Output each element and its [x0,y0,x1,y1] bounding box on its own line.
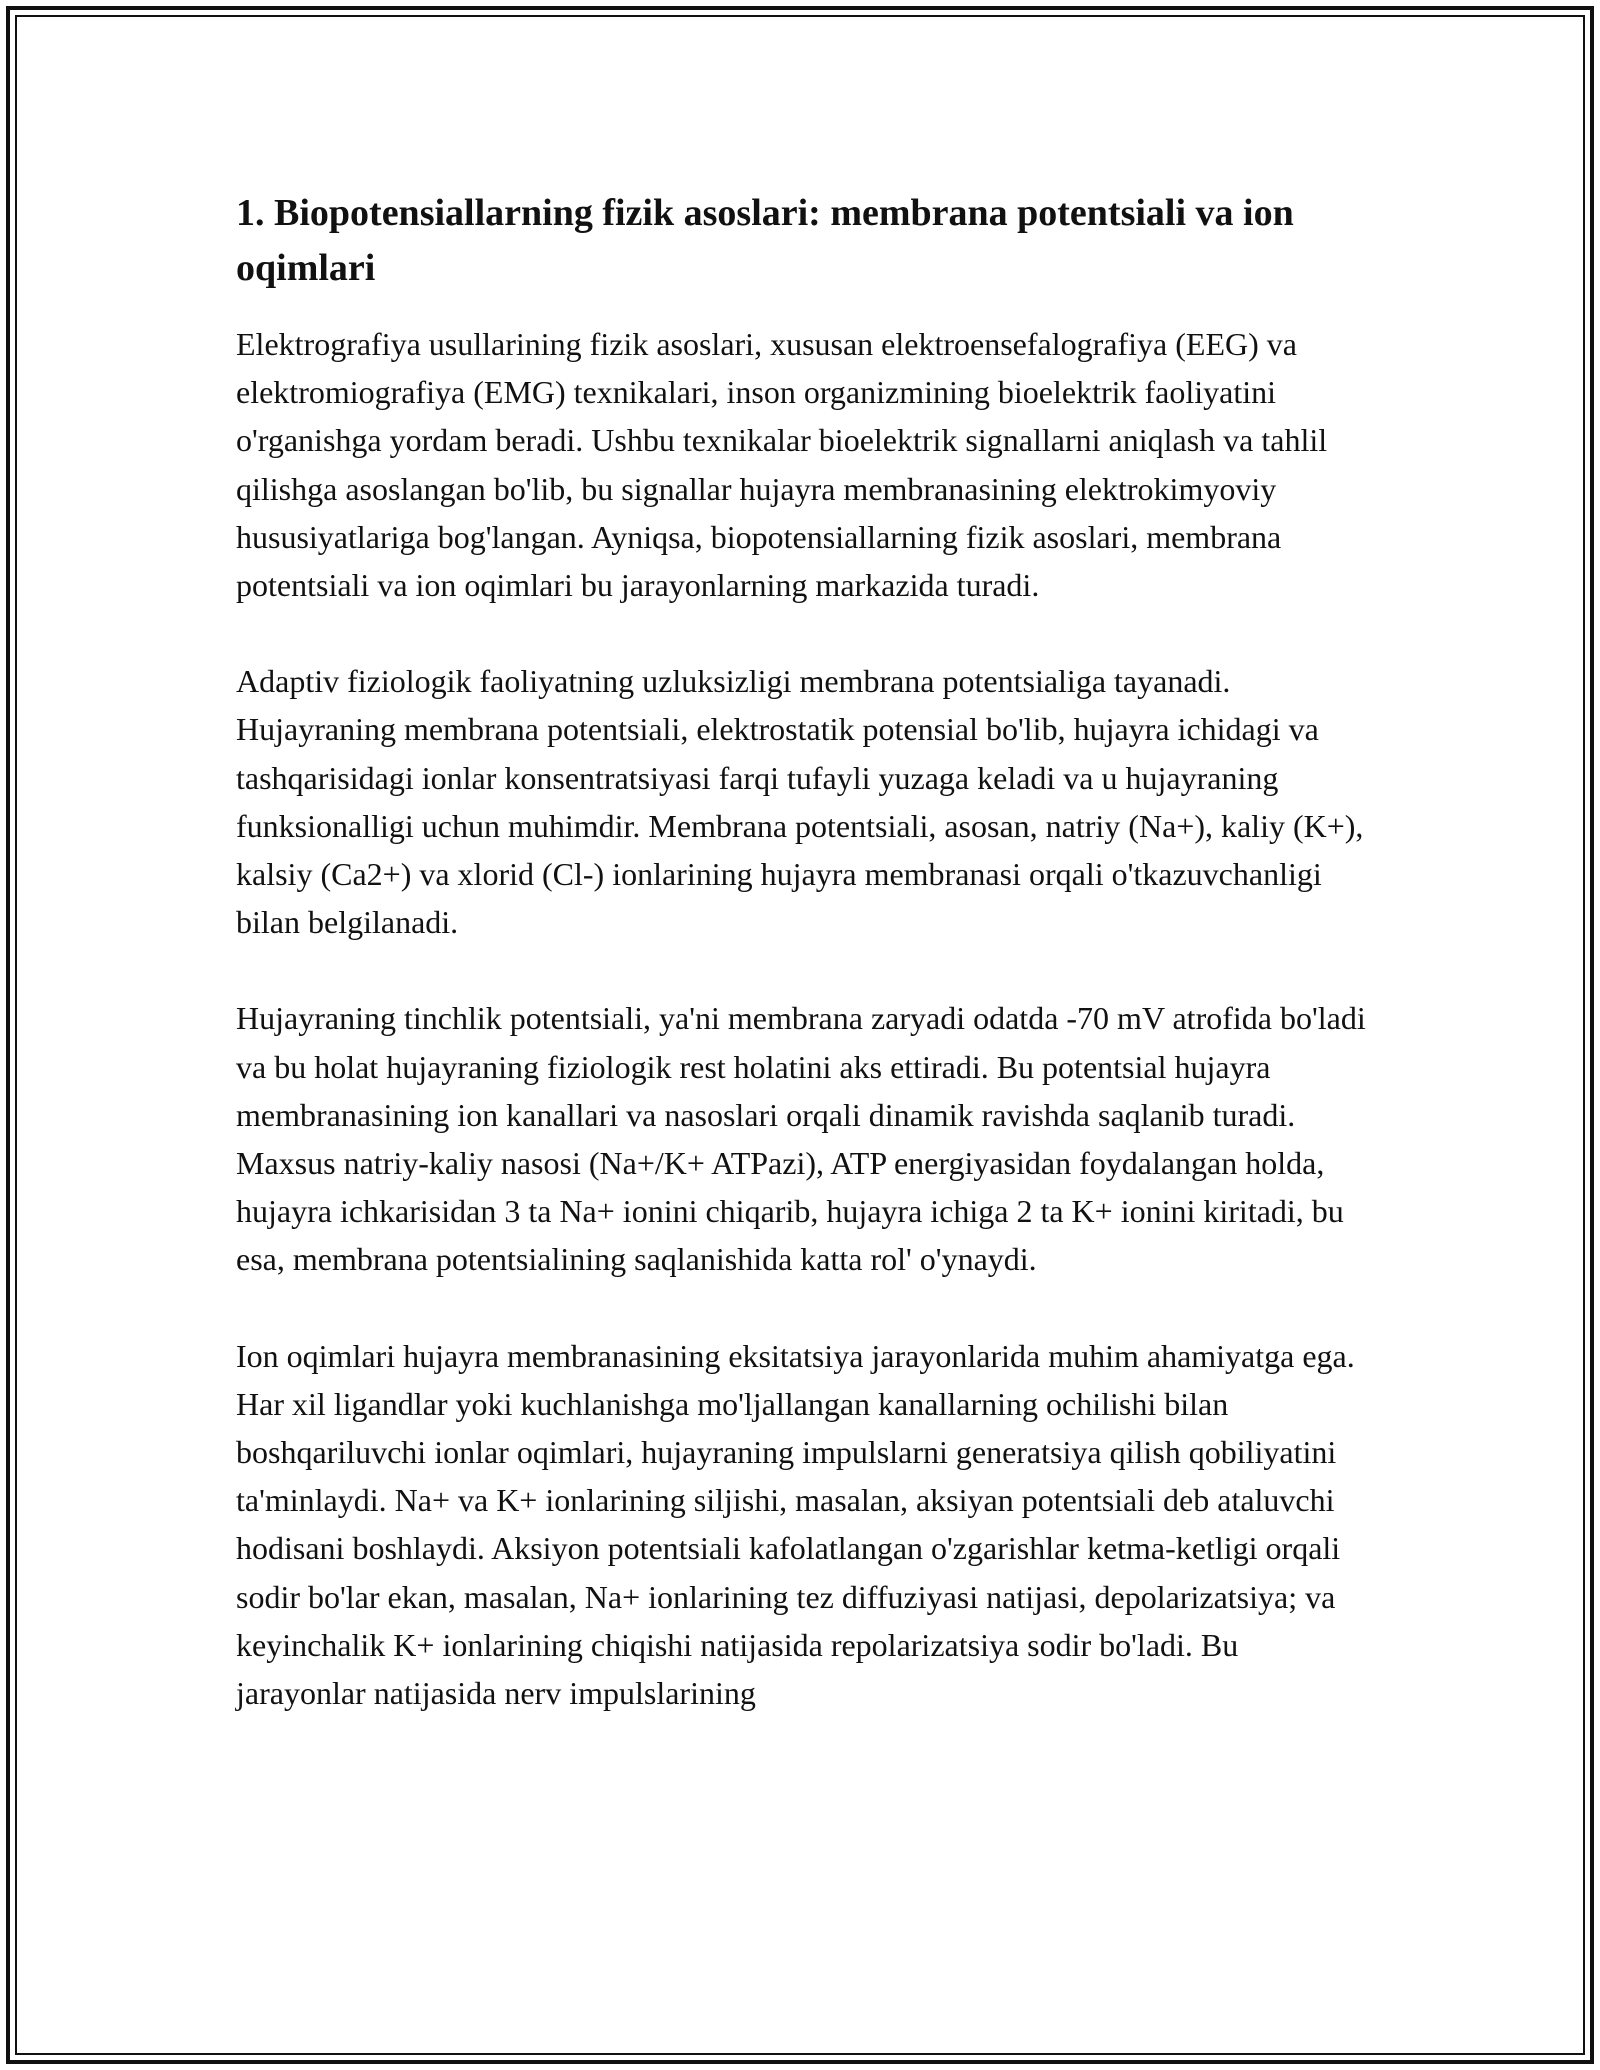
paragraph-1: Elektrografiya usullarining fizik asoslari, xususan elektroensefalografiya (EEG) va elektromiografiya (EMG) texnikalari, inson organizmining bioelektrik faoliyatini o'rganishga yordam beradi. Ushbu texnikalar bioelektrik signallarni aniqlash va tahlil qilishga asoslangan bo'lib, bu signallar hujayra membranasining elektrokimyoviy hususiyatlariga bog'langan. Ayniqsa, biopotensiallarning fizik asoslari, membrana potentsiali va ion oqimlari bu jarayonlarning markazida turadi. [236,326,1328,604]
paragraph-4: Ion oqimlari hujayra membranasining eksitatsiya jarayonlarida muhim ahamiyatga ega. Har xil ligandlar yoki kuchlanishga mo'ljallangan kanallarning ochilishi bilan boshqariluvchi ionlar oqimlari, hujayraning impulslarni generatsiya qilish qobiliyatini ta'minlaydi. Na+ va K+ ionlarining siljishi, masalan, aksiyan potentsiali deb ataluvchi hodisani boshlaydi. Aksiyon potentsiali kafolatlangan o'zgarishlar ketma-ketligi orqali sodir bo'lar ekan, masalan, Na+ ionlarining tez diffuziyasi natijasi, depolarizatsiya; va keyinchalik K+ ionlarining chiqishi natijasida repolarizatsiya sodir bo'ladi. Bu jarayonlar natijasida nerv impulslarining [236,1337,1355,1712]
paragraph-3: Hujayraning tinchlik potentsiali, ya'ni membrana zaryadi odatda -70 mV atrofida bo'ladi va bu holat hujayraning fiziologik rest holatini aks ettiradi. Bu potentsial hujayra membranasining ion kanallari va nasoslari orqali dinamik ravishda saqlanib turadi. Maxsus natriy-kaliy nasosi (Na+/K+ ATPazi), ATP energiyasidan foydalangan holda, hujayra ichkarisidan 3 ta Na+ ionini chiqarib, hujayra ichiga 2 ta K+ ionini kiritadi, bu esa, membrana potentsialining saqlanishida katta rol' o'ynaydi. [236,1000,1366,1278]
body-text [236,320,1371,1717]
document-content [236,186,1371,1765]
section-heading: 1. Biopotensiallarning fizik asoslari: membrana potentsiali va ion oqimlari [236,192,1294,289]
paragraph-2: Adaptiv fiziologik faoliyatning uzluksizligi membrana potentsialiga tayanadi. Hujayraning membrana potentsiali, elektrostatik potensial bo'lib, hujayra ichidagi va tashqarisidagi ionlar konsentratsiyasi farqi tufayli yuzaga keladi va u hujayraning funksionalligi uchun muhimdir. Membrana potentsiali, asosan, natriy (Na+), kaliy (K+), kalsiy (Ca2+) va xlorid (Cl-) ionlarining hujayra membranasi orqali o'tkazuvchanligi bilan belgilanadi. [236,663,1364,941]
